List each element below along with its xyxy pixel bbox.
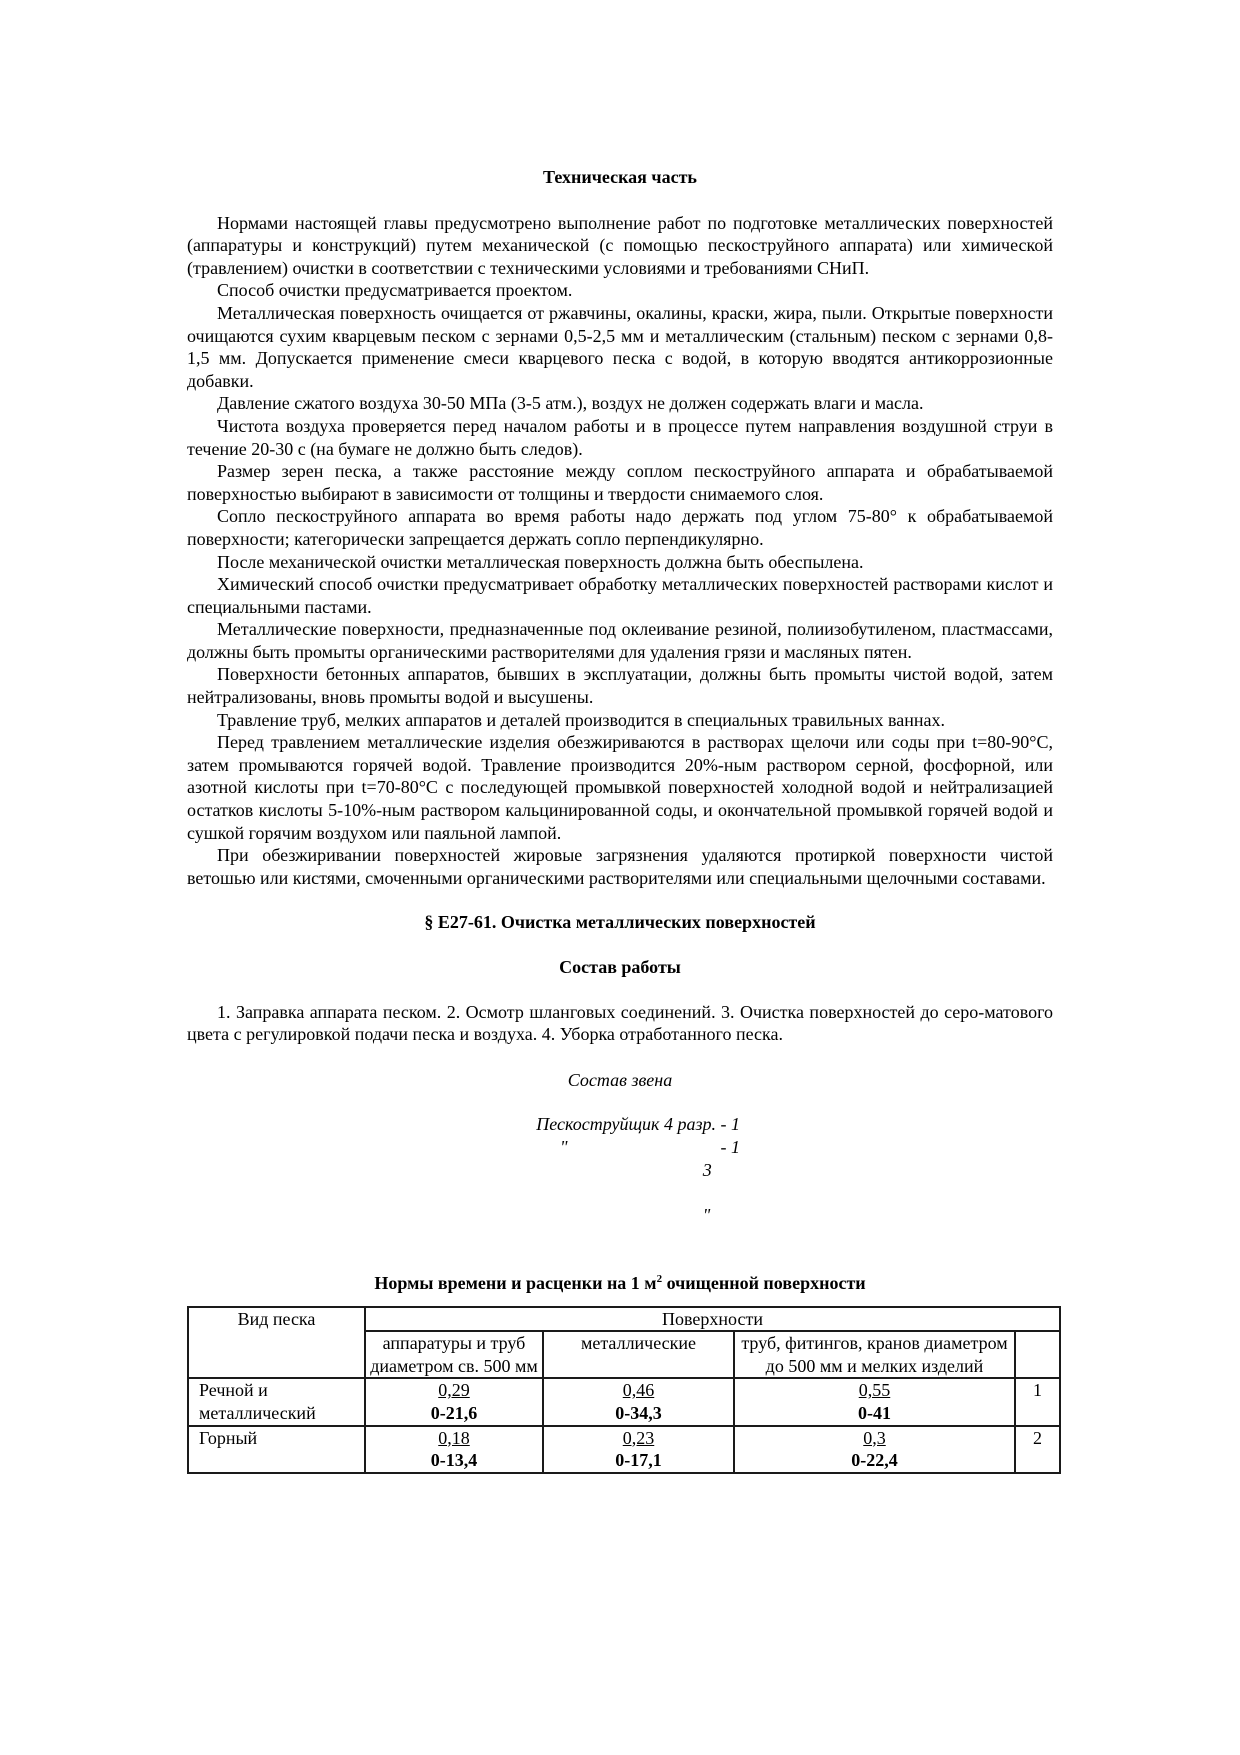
price: 0-34,3	[615, 1402, 662, 1423]
price: 0-13,4	[430, 1450, 478, 1471]
time-norm: 0,46	[622, 1380, 655, 1401]
row-number: 1	[1015, 1378, 1060, 1425]
paragraph: При обезжиривании поверхностей жировые загрязнения удаляются протиркой поверхности чистой ветошью или кистями, смоченными органическими растворителями или специальными щелочными составами.	[187, 845, 1053, 888]
time-norm: 0,55	[858, 1380, 891, 1401]
crew-grade: 3	[702, 1159, 712, 1180]
header-column: аппаратуры и труб диаметром св. 500 мм	[365, 1331, 543, 1378]
crew-unit-ditto: "	[702, 1204, 711, 1225]
header-empty	[1015, 1331, 1060, 1378]
paragraph: Перед травлением металлические изделия обезжириваются в растворах щелочи или соды при t=80-90°С, затем промываются горячей водой. Травление производится 20%-ным раствором серной, фосфорной, или азотной кислоты при t=70-80°С с последующей промывкой поверхностей холодной водой и нейтрализацией остатков кислоты 5-10%-ным раствором кальцинированной соды, и окончательной промывкой горячей водой и сушкой горячим воздухом или паяльной лампой.	[187, 732, 1053, 843]
paragraph: Поверхности бетонных аппаратов, бывших в эксплуатации, должны быть промыты чистой водой, затем нейтрализованы, вновь промыты водой и высушены.	[187, 664, 1053, 708]
paragraph: Металлические поверхности, предназначенные под оклеивание резиной, полиизобутиленом, пластмассами, должны быть промыты органическими растворителями для удаления грязи и масляных пятен.	[187, 619, 1053, 662]
superscript: 2	[656, 1272, 663, 1285]
paragraph: После механической очистки металлическая поверхность должна быть обеспылена.	[217, 551, 864, 572]
paragraph: Размер зерен песка, а также расстояние между соплом пескоструйного аппарата и обрабатываемой поверхностью выбирают в зависимости от толщины и твердости снимаемого слоя.	[187, 461, 1053, 504]
table-cell	[543, 1426, 734, 1473]
crew-role-ditto: "	[560, 1136, 568, 1157]
technical-part-body	[187, 212, 1053, 890]
crew-list	[500, 1113, 740, 1249]
table-cell	[365, 1378, 543, 1425]
crew-line	[500, 1136, 740, 1249]
table-cell	[734, 1426, 1015, 1473]
row-number: 2	[1015, 1426, 1060, 1473]
header-column: металлические	[543, 1331, 734, 1378]
paragraph: Химический способ очистки предусматривает обработку металлических поверхностей растворами кислот и специальными пастами.	[187, 574, 1053, 617]
crew-role: Пескоструйщик 4 разр.	[536, 1114, 716, 1135]
work-composition-title: Состав работы	[559, 957, 681, 977]
table-title: Нормы времени и расценки на 1 $м^2$ очищенной поверхности	[374, 1272, 866, 1293]
paragraph: Сопло пескоструйного аппарата во время работы надо держать под углом 75-80° к обрабатываемой поверхности; категорически запрещается держать сопло перпендикулярно.	[187, 506, 1053, 549]
price: 0-21,6	[430, 1402, 478, 1423]
paragraph: Травление труб, мелких аппаратов и деталей производится в специальных травильных ваннах.	[217, 709, 946, 730]
section-title: § Е27-61. Очистка металлических поверхностей	[424, 912, 816, 933]
crew-line	[500, 1113, 740, 1136]
crew-title: Состав звена	[567, 1069, 673, 1090]
price: 0-17,1	[615, 1450, 662, 1471]
table-cell	[365, 1426, 543, 1473]
table-row	[188, 1426, 1060, 1473]
price: 0-41	[858, 1402, 891, 1423]
row-label: Горный	[188, 1426, 365, 1473]
paragraph: Металлическая поверхность очищается от ржавчины, окалины, краски, жира, пыли. Открытые поверхности очищаются сухим кварцевым песком с зернами 0,5-2,5 мм и металлическим (стальным) песком с зернами 0,8-1,5 мм. Допускается применение смеси кварцевого песка с водой, в которую вводятся антикоррозионные добавки.	[187, 302, 1053, 391]
header-column: труб, фитингов, кранов диаметром до 500 мм и мелких изделий	[734, 1331, 1015, 1378]
paragraph: Нормами настоящей главы предусмотрено выполнение работ по подготовке металлических поверхностей (аппаратуры и конструкций) путем механической (с помощью пескоструйного аппарата) или химической (травлением) очистки в соответствии с техническими условиями и требованиями СНиП.	[187, 212, 1053, 278]
price: 0-22,4	[851, 1450, 898, 1471]
header-surfaces: Поверхности	[365, 1307, 1060, 1332]
header-sand-type: Вид песка	[188, 1307, 365, 1379]
table-row	[188, 1378, 1060, 1425]
document-page	[187, 166, 1053, 1474]
table-header-row	[188, 1307, 1060, 1332]
table-cell	[734, 1378, 1015, 1425]
document-title: Техническая часть	[543, 167, 697, 187]
paragraph: Чистота воздуха проверяется перед началом работы и в процессе путем направления воздушной струи в течение 20-30 с (на бумаге не должно быть следов).	[187, 415, 1053, 459]
paragraph: Давление сжатого воздуха 30-50 МПа (3-5 атм.), воздух не должен содержать влаги и масла.	[217, 393, 924, 414]
paragraph: Способ очистки предусматривается проектом.	[217, 280, 573, 301]
row-label: Речной и металлический	[188, 1378, 365, 1425]
time-norm: 0,18	[438, 1427, 470, 1448]
crew-count: - 1	[720, 1114, 740, 1135]
time-norm: 0,3	[863, 1427, 886, 1448]
table-cell	[543, 1378, 734, 1425]
time-norm: 0,29	[438, 1380, 470, 1401]
norms-table	[187, 1306, 1061, 1474]
crew-count: - 1	[720, 1136, 740, 1157]
work-composition-text: 1. Заправка аппарата песком. 2. Осмотр шланговых соединений. 3. Очистка поверхностей до серо-матового цвета с регулировкой подачи песка и воздуха. 4. Уборка отработанного песка.	[187, 1001, 1053, 1045]
time-norm: 0,23	[622, 1427, 655, 1448]
